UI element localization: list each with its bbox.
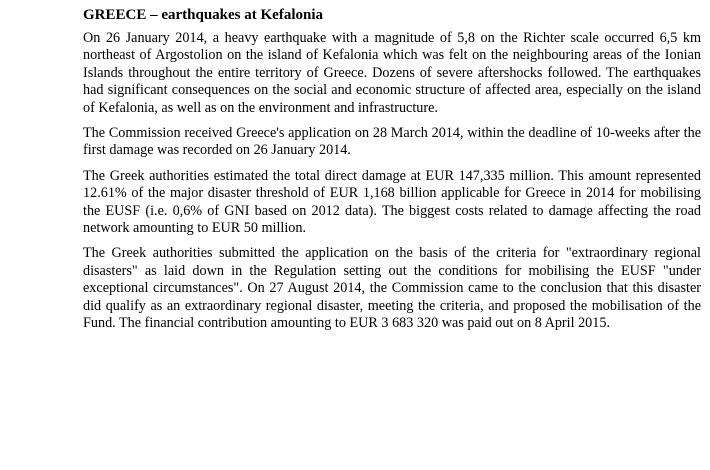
paragraph-earthquake-description: On 26 January 2014, a heavy earthquake with a magnitude of 5,8 on the Richter scale occurred 6,5 km northeast of Argostolion on the island of Kefalonia which was felt on the neighbouring areas of the Ionian Islands throughout the entire territory of Greece. Dozens of severe aftershocks followed. The earthquakes had significant consequences on the social and economic structure of affected area, especially on the island of Kefalonia, as well as on the environment and infrastructure.	[83, 30, 701, 116]
section-heading: GREECE – earthquakes at Kefalonia	[83, 7, 324, 23]
paragraph-application-received: The Commission received Greece's application on 28 March 2014, within the deadline of 10-weeks after the first damage was recorded on 26 January 2014.	[83, 125, 701, 159]
paragraph-damage-estimate: The Greek authorities estimated the total direct damage at EUR 147,335 million. This amount represented 12.61% of the major disaster threshold of EUR 1,168 billion applicable for Greece in 2014 for mobilising the EUSF (i.e. 0,6% of GNI based on 2012 data). The biggest costs related to damage affecting the road network amounting to EUR 50 million.	[83, 167, 701, 237]
paragraph-commission-decision: The Greek authorities submitted the application on the basis of the criteria for "extraordinary regional disasters" as laid down in the Regulation setting out the conditions for mobilising the EUSF "under exceptional circumstances". On 27 August 2014, the Commission came to the conclusion that this disaster did qualify as an extraordinary regional disaster, meeting the criteria, and proposed the mobilisation of the Fund. The financial contribution amounting to EUR 3 683 320 was paid out on 8 April 2015.	[83, 245, 701, 332]
